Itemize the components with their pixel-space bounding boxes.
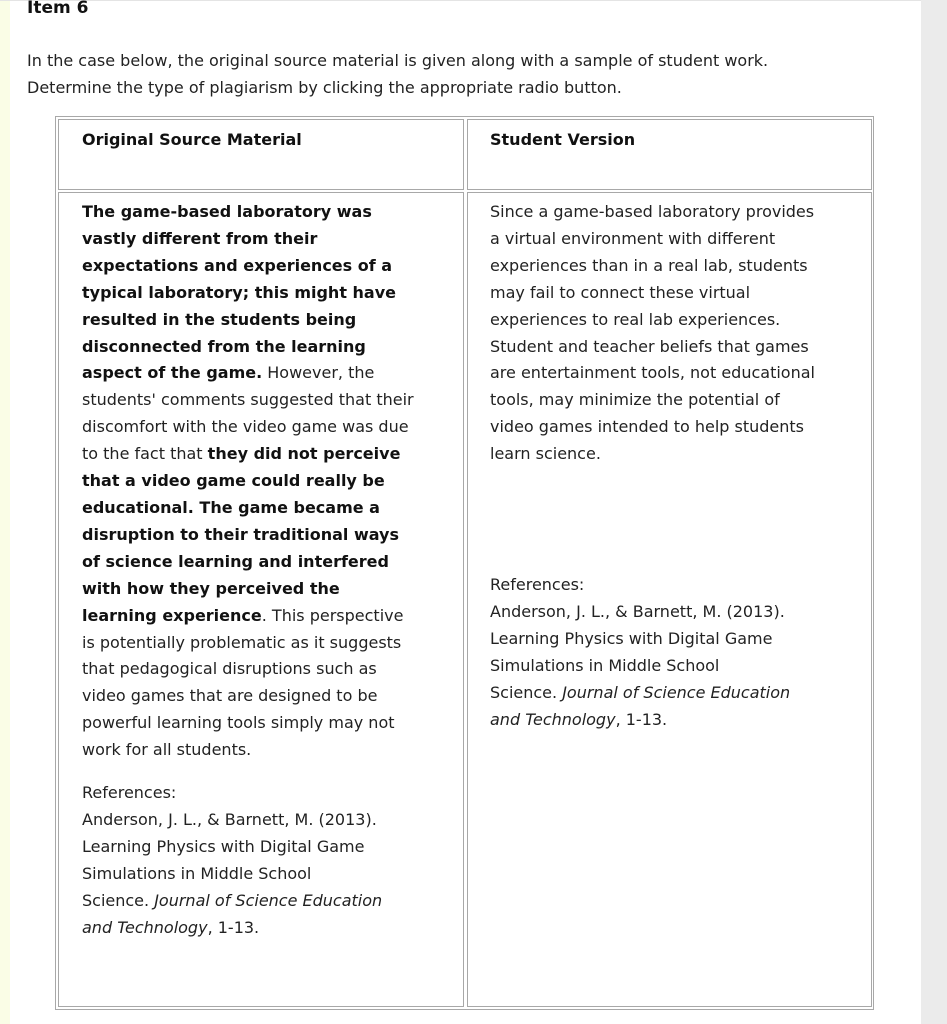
- reference-line: , 1-13.: [615, 709, 668, 729]
- student-line: tools, may minimize the potential of: [490, 390, 780, 410]
- original-line: vastly different from their: [82, 228, 318, 248]
- original-line: that a video game could really be: [82, 471, 385, 491]
- reference-line: Anderson, J. L., & Barnett, M. (2013).: [82, 809, 377, 829]
- references-label: References:: [82, 783, 177, 802]
- student-line: experiences to real lab experiences.: [490, 309, 781, 329]
- original-references: [82, 780, 447, 941]
- item-title: Item 6: [27, 0, 89, 18]
- reference-line: Simulations in Middle School: [490, 655, 720, 675]
- instructions-line-2: Determine the type of plagiarism by clicking the appropriate radio button.: [27, 78, 622, 97]
- journal-title: Journal of Science Education: [154, 890, 383, 910]
- reference-line: Science.: [82, 890, 155, 910]
- student-version-text: [490, 199, 855, 468]
- original-line: with how they perceived the: [82, 578, 340, 598]
- reference-line: Anderson, J. L., & Barnett, M. (2013).: [490, 601, 785, 621]
- original-line: The game-based laboratory was: [82, 202, 372, 221]
- original-line: students' comments suggested that their: [82, 390, 414, 410]
- original-line: work for all students.: [82, 740, 252, 760]
- original-line: However, the: [262, 363, 375, 383]
- student-line: video games intended to help students: [490, 417, 805, 437]
- original-line: learning experience: [82, 605, 262, 625]
- student-line: a virtual environment with different: [490, 228, 776, 248]
- references-label: References:: [490, 575, 585, 594]
- original-line: resulted in the students being: [82, 309, 357, 329]
- original-line: expectations and experiences of a: [82, 255, 393, 275]
- top-divider: [0, 0, 921, 1]
- journal-title: and Technology: [490, 709, 616, 729]
- original-header: Original Source Material: [82, 130, 302, 149]
- student-line: learn science.: [490, 444, 601, 464]
- original-line: of science learning and interfered: [82, 551, 389, 571]
- original-line: that pedagogical disruptions such as: [82, 659, 377, 679]
- student-line: may fail to connect these virtual: [490, 282, 751, 302]
- original-line: . This perspective: [261, 605, 404, 625]
- original-line: video games that are designed to be: [82, 686, 378, 706]
- student-line: Since a game-based laboratory provides: [490, 202, 815, 221]
- student-header: Student Version: [490, 130, 636, 149]
- reference-line: Learning Physics with Digital Game: [82, 836, 365, 856]
- original-line: they did not perceive: [207, 444, 401, 464]
- student-line: are entertainment tools, not educational: [490, 363, 815, 383]
- journal-title: and Technology: [82, 917, 208, 937]
- student-references: [490, 572, 855, 733]
- scrollbar-track[interactable]: [921, 0, 947, 1024]
- journal-title: Journal of Science Education: [562, 682, 791, 702]
- original-line: is potentially problematic as it suggests: [82, 632, 402, 652]
- original-line: to the fact that: [82, 444, 208, 464]
- original-line: disruption to their traditional ways: [82, 524, 400, 544]
- original-line: educational. The game became a: [82, 497, 380, 517]
- student-line: Student and teacher beliefs that games: [490, 336, 809, 356]
- instructions: [27, 47, 907, 101]
- instructions-line-1: In the case below, the original source material is given along with a sample of student work.: [27, 51, 769, 70]
- reference-line: Learning Physics with Digital Game: [490, 628, 773, 648]
- original-line: disconnected from the learning: [82, 336, 366, 356]
- original-line: aspect of the game.: [82, 363, 263, 383]
- student-line: experiences than in a real lab, students: [490, 255, 808, 275]
- reference-line: Simulations in Middle School: [82, 863, 312, 883]
- reference-line: , 1-13.: [207, 917, 260, 937]
- original-line: powerful learning tools simply may not: [82, 713, 395, 733]
- original-line: discomfort with the video game was due: [82, 417, 409, 437]
- reference-line: Science.: [490, 682, 563, 702]
- original-source-text: [82, 199, 447, 764]
- original-line: typical laboratory; this might have: [82, 282, 396, 302]
- left-margin-strip: [0, 0, 10, 1024]
